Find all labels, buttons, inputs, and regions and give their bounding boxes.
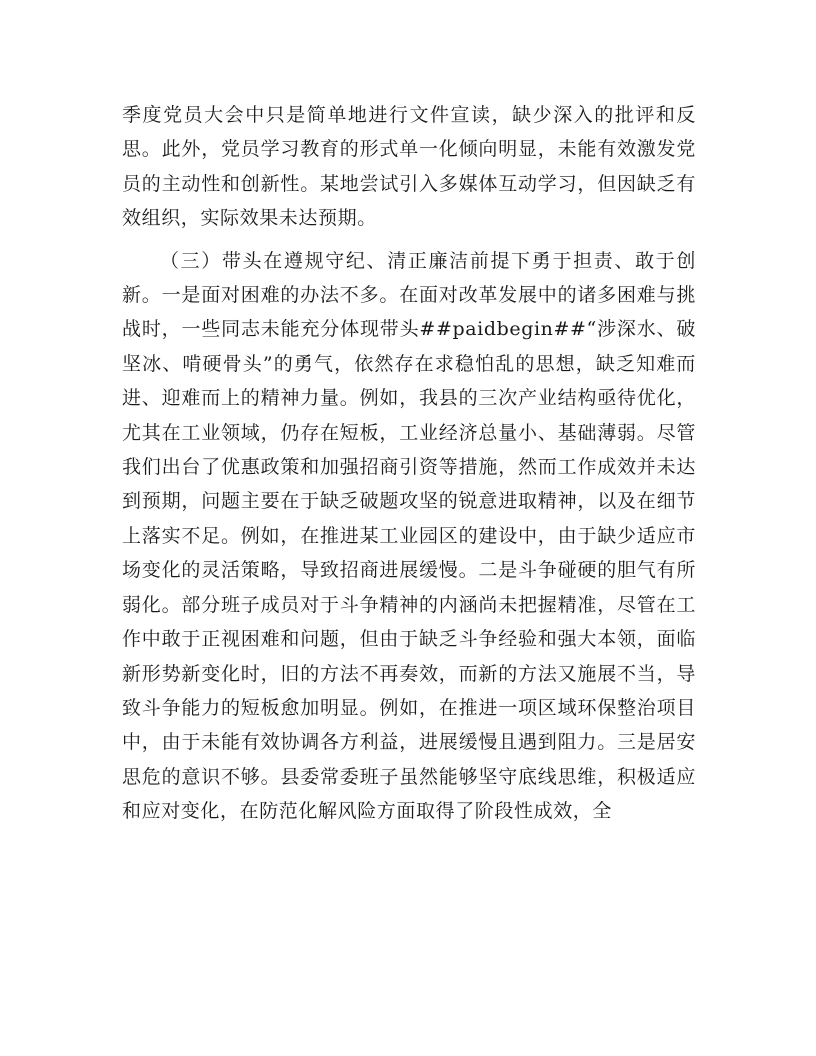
- document-page: [122, 98, 696, 829]
- paragraph-1: 季度党员大会中只是简单地进行文件宣读，缺少深入的批评和反思。此外，党员学习教育的形式单一化倾向明显，未能有效激发党员的主动性和创新性。某地尝试引入多媒体互动学习，但因缺乏有效组织，实际效果未达预期。: [122, 104, 696, 230]
- paragraph-2: （三）带头在遵规守纪、清正廉洁前提下勇于担责、敢于创新。一是面对困难的办法不多。在面对改革发展中的诸多困难与挑战时，一些同志未能充分体现带头##paidbegin##“涉深水、破坚冰、啃硬骨头”的勇气，依然存在求稳怕乱的思想，缺乏知难而进、迎难而上的精神力量。例如，我县的三次产业结构亟待优化，尤其在工业领域，仍存在短板，工业经济总量小、基础薄弱。尽管我们出台了优惠政策和加强招商引资等措施，然而工作成效并未达到预期，问题主要在于缺乏破题攻坚的锐意进取精神，以及在细节上落实不足。例如，在推进某工业园区的建设中，由于缺少适应市场变化的灵活策略，导致招商进展缓慢。二是斗争碰硬的胆气有所弱化。部分班子成员对于斗争精神的内涵尚未把握精准，尽管在工作中敢于正视困难和问题，但由于缺乏斗争经验和强大本领，面临新形势新变化时，旧的方法不再奏效，而新的方法又施展不当，导致斗争能力的短板愈加明显。例如，在推进一项区域环保整治项目中，由于未能有效协调各方利益，进展缓慢且遇到阻力。三是居安思危的意识不够。县委常委班子虽然能够坚守底线思维，积极适应和应对变化，在防范化解风险方面取得了阶段性成效，全: [122, 249, 696, 823]
